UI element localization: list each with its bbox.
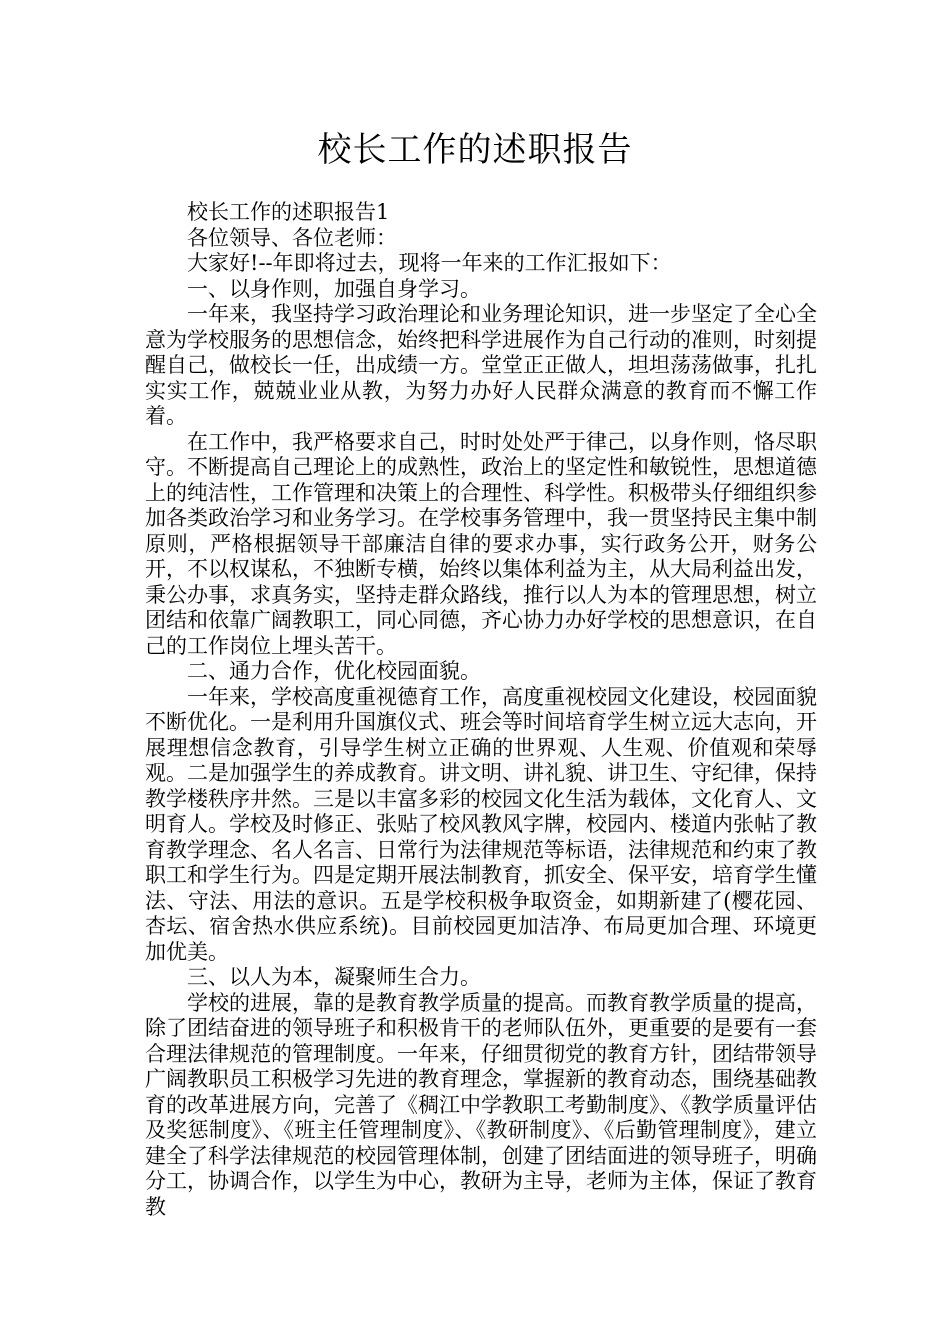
paragraph-report-heading: 校长工作的述职报告1: [187, 200, 390, 224]
section-heading-2: 二、通力合作，优化校园面貌。: [187, 659, 481, 683]
paragraph-body: 一年来，我坚持学习政治理论和业务理论知识，进一步坚定了全心全意为学校服务的思想信念，始终把科学进展作为自己行动的准则，时刻提醒自己，做校长一任，出成绩一方。堂堂正正做人，坦坦荡荡做事，扎扎实实工作，兢兢业业从教，为努力办好人民群众满意的教育而不懈工作着。: [145, 302, 817, 428]
paragraph-salutation: 各位领导、各位老师：: [187, 225, 397, 250]
paragraph-body: 在工作中，我严格要求自己，时时处处严于律己，以身作则，恪尽职守。不断提高自己理论上的成熟性，政治上的坚定性和敏锐性，思想道德上的纯洁性，工作管理和决策上的合理性、科学性。积极带头仔细组织参加各类政治学习和业务学习。在学校事务管理中，我一贯坚持民主集中制原则，严格根据领导干部廉洁自律的要求办事，实行政务公开，财务公开，不以权谋私，不独断专横，始终以集体利益为主，从大局利益出发，秉公办事，求真务实，坚持走群众路线，推行以人为本的管理思想，树立团结和依靠广阔教职工，同心同德，齐心协力办好学校的思想意识，在自己的工作岗位上埋头苦干。: [145, 429, 817, 658]
paragraph-body: 学校的进展，靠的是教育教学质量的提高。而教育教学质量的提高，除了团结奋进的领导班子和积极肯干的老师队伍外，更重要的是要有一套合理法律规范的管理制度。一年来，仔细贯彻党的教育方针，团结带领导广阔教职员工积极学习先进的教育理念，掌握新的教育动态，围绕基础教育的改革进展方向，完善了《稠江中学教职工考勤制度》、《教学质量评估及奖惩制度》、《班主任管理制度》、《教研制度》、《后勤管理制度》，建立建全了科学法律规范的校园管理体制，创建了团结面进的领导班子，明确分工，协调合作，以学生为中心，教研为主导，老师为主体，保证了教育教: [145, 990, 817, 1219]
section-heading-1: 一、以身作则，加强自身学习。: [187, 276, 481, 301]
document-body: [145, 200, 817, 1220]
paragraph-body: 一年来，学校高度重视德育工作，高度重视校园文化建设，校园面貌不断优化。一是利用升国旗仪式、班会等时间培育学生树立远大志向，开展理想信念教育，引导学生树立正确的世界观、人生观、价值观和荣辱观。二是加强学生的养成教育。讲文明、讲礼貌、讲卫生、守纪律，保持教学楼秩序井然。三是以丰富多彩的校园文化生活为载体，文化育人、文明育人。学校及时修正、张贴了校风教风字牌，校园内、楼道内张帖了教育教学理念、名人名言、日常行为法律规范等标语，法律规范和约束了教职工和学生行为。四是定期开展法制教育，抓安全、保平安，培育学生懂法、守法、用法的意识。五是学校积极争取资金，如期新建了(樱花园、杏坛、宿舍热水供应系统)。目前校园更加洁净、布局更加合理、环境更加优美。: [145, 684, 817, 964]
paragraph-greeting: 大家好!--年即将过去，现将一年来的工作汇报如下：: [187, 251, 672, 275]
document-title: 校长工作的述职报告: [317, 130, 633, 170]
section-heading-3: 三、以人为本，凝聚师生合力。: [187, 965, 481, 989]
